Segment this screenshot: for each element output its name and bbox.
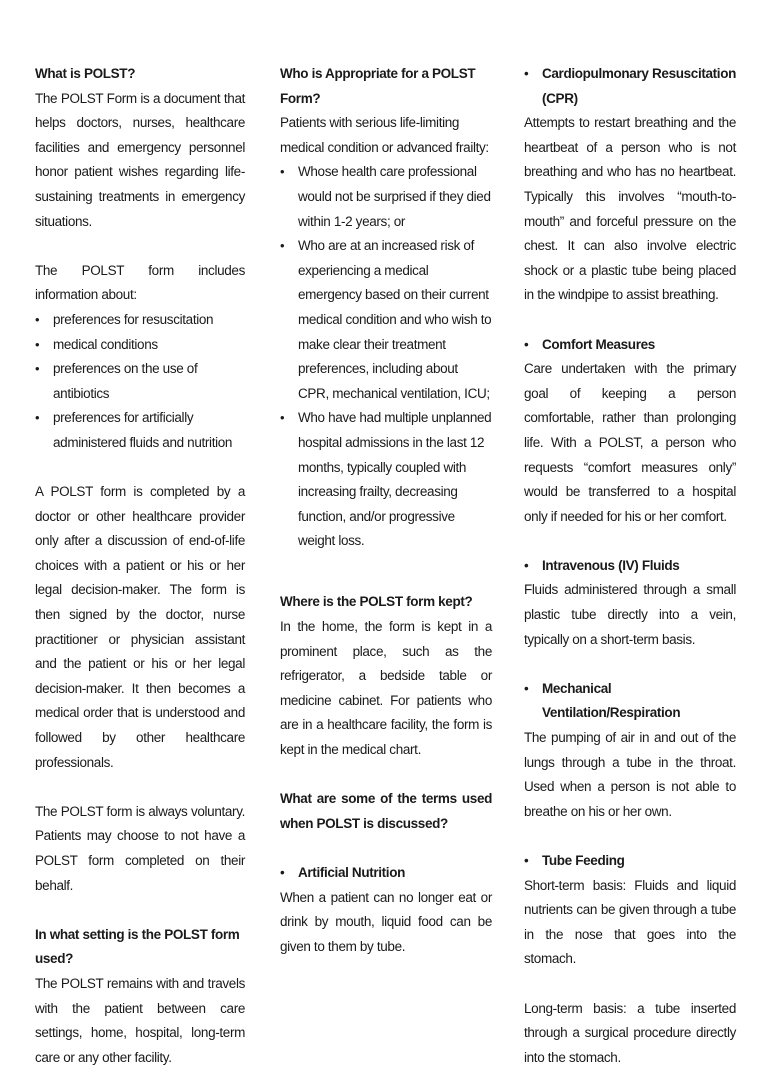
mechanical-ventilation-text: The pumping of air in and out of the lungs through a tube in the throat. Used when a person is not able to breathe on his or her own. — [524, 730, 736, 819]
list-item: • medical conditions — [35, 333, 245, 358]
tube-feeding-heading: • Tube Feeding — [524, 849, 736, 874]
iv-fluids-text: Fluids administered through a small plastic tube directly into a vein, typically on a short-term basis. — [524, 582, 736, 647]
tube-feeding-short-term: Short-term basis: Fluids and liquid nutrients can be given through a tube in the nose that goes into the stomach. — [524, 877, 736, 967]
mechanical-ventilation-heading: • Mechanical Ventilation/Respiration — [524, 677, 736, 726]
list-item: • preferences for artificially administered fluids and nutrition — [35, 406, 245, 455]
cpr-heading: • Cardiopulmonary Resuscitation (CPR) — [524, 62, 736, 111]
where-kept-heading: Where is the POLST form kept? — [280, 594, 473, 610]
iv-fluids-heading: • Intravenous (IV) Fluids — [524, 554, 736, 579]
who-appropriate-heading: Who is Appropriate for a POLST Form? — [280, 66, 476, 106]
includes-intro: The POLST form includes information about: — [35, 262, 245, 303]
tube-feeding-long-term: Long-term basis: a tube inserted through a surgical procedure directly into the stomach. — [524, 1000, 736, 1065]
column-3 — [524, 62, 736, 1070]
list-item: • Who have had multiple unplanned hospital admissions in the last 12 months, typically coupled with increasing frailty, decreasing function, and/or progressive weight loss. — [280, 406, 492, 554]
includes-list — [35, 308, 245, 456]
terms-heading: What are some of the terms used when POLST is discussed? — [280, 791, 492, 831]
setting-text: The POLST remains with and travels with the patient between care settings, home, hospital, long-term care or any other facility. — [35, 975, 245, 1065]
column-2 — [280, 62, 492, 959]
list-item: • preferences on the use of antibiotics — [35, 357, 245, 406]
list-item: • Whose health care professional would not be surprised if they died within 1-2 years; or — [280, 160, 492, 234]
list-item: • preferences for resuscitation — [35, 308, 245, 333]
comfort-measures-text: Care undertaken with the primary goal of keeping a person comfortable, rather than prolonging life. With a POLST, a person who requests “comfort measures only” would be transferred to a hospital only if needed for his or her comfort. — [524, 361, 736, 524]
comfort-measures-heading: • Comfort Measures — [524, 333, 736, 358]
completed-by-text: A POLST form is completed by a doctor or other healthcare provider only after a discussion of end-of-life choices with a patient or his or her legal decision-maker. The form is then signed by the doctor, nurse practitioner or physician assistant and the patient or his or her legal decision-maker. It then becomes a medical order that is understood and followed by other healthcare professionals. — [35, 484, 245, 770]
where-kept-text: In the home, the form is kept in a prominent place, such as the refrigerator, a bedside table or medicine cabinet. For patients who are in a healthcare facility, the form is kept in the medical chart. — [280, 619, 492, 758]
what-is-polst-heading: What is POLST? — [35, 66, 136, 81]
column-1 — [35, 62, 245, 1070]
who-appropriate-list — [280, 160, 492, 554]
setting-heading: In what setting is the POLST form used? — [35, 926, 240, 967]
who-appropriate-intro: Patients with serious life-limiting medical condition or advanced frailty: — [280, 115, 489, 155]
artificial-nutrition-text: When a patient can no longer eat or drink by mouth, liquid food can be given to them by tube. — [280, 889, 492, 954]
cpr-text: Attempts to restart breathing and the heartbeat of a person who is not breathing and who has no heartbeat. Typically this involves “mouth-to-mouth” and forceful pressure on the chest. It can also involve electric shock or a plastic tube being placed in the windpipe to assist breathing. — [524, 115, 736, 303]
artificial-nutrition-heading: • Artificial Nutrition — [280, 861, 492, 886]
what-is-polst-text: The POLST Form is a document that helps doctors, nurses, healthcare facilities and emergency personnel honor patient wishes regarding life-sustaining treatments in emergency situations. — [35, 90, 245, 229]
list-item: • Who are at an increased risk of experiencing a medical emergency based on their current medical condition and who wish to make clear their treatment preferences, including about CPR, mechanical ventilation, ICU; — [280, 234, 492, 406]
voluntary-text: The POLST form is always voluntary. Patients may choose to not have a POLST form completed on their behalf. — [35, 803, 245, 893]
